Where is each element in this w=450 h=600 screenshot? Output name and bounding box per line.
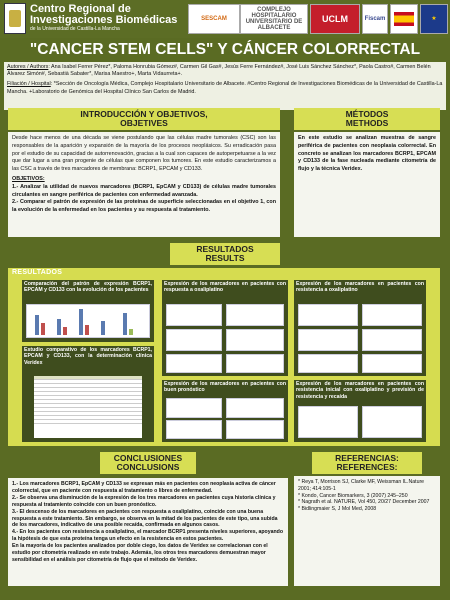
conclusion-3: 3.- El descenso de los marcadores en pacientes con respuesta a oxaliplatino, coincide con una buena respuesta a este tratamiento. Sin embargo, se observa en la mitad de los pacientes de este tipo, una subida de los marcadores, indicativo de una posible recaída, confirmada en algunos casos. <box>12 508 278 529</box>
figure-chart <box>226 398 284 418</box>
results-panel-3 <box>294 280 426 376</box>
authors-label: Autores / Authors <box>7 64 49 70</box>
figure-chart <box>362 304 422 326</box>
fiscam-logo <box>362 4 388 34</box>
figure-chart <box>226 354 284 373</box>
methods-body <box>294 132 440 237</box>
intro-text: Desde hace menos de una década se viene postulando que las células madre tumorales (CSC) son las responsables de la aparición y expansión de la mayoría de los procesos neoplásicos. Su erradicación pasa por el estudio de su capacidad de autorrenovación, gracias a la cual son capaces de autoperpetuarse a la vez que dar lugar a una gran progenie de células que componen los tumores. En este estudio caracterizamos a las CSC a través de tres marcadores de membrana: BCRP1, EPCAM y CD133. <box>12 135 276 173</box>
eu-stars-icon: ★ <box>423 12 445 26</box>
methods-heading-en: METHODS <box>345 118 389 128</box>
figure-bar <box>123 313 127 335</box>
crib-emblem-icon <box>4 3 26 34</box>
conclusion-2: 2.- Se observa una disminución de la expresión de los tres marcadores en pacientes cuya historia clínica y respuesta al tratamiento coincide con un buen pronóstico. <box>12 494 276 508</box>
logo-line2: Investigaciones Biomédicas <box>30 14 178 26</box>
affiliation-label: Filiación / Hospital <box>7 81 51 88</box>
results-panel <box>8 268 440 446</box>
logo-line1: Centro Regional de <box>30 3 131 15</box>
authors-line <box>7 64 443 78</box>
logo-subtitle: de la Universidad de Castilla-La Mancha <box>30 26 120 32</box>
figure-bar <box>57 319 61 335</box>
intro-heading-es: INTRODUCCIÓN Y OBJETIVOS, <box>80 108 208 119</box>
figure-chart <box>362 406 422 438</box>
figure-chart <box>166 420 222 439</box>
results-panel-4 <box>22 346 154 442</box>
objectives-label: OBJETIVOS: <box>12 175 45 182</box>
results-heading-es: RESULTADOS <box>196 243 254 254</box>
poster-title: "CANCER STEM CELLS" Y CÁNCER COLORRECTAL <box>29 41 421 58</box>
results-panel-2 <box>162 280 288 376</box>
figure-chart <box>226 304 284 326</box>
figure-bar <box>101 321 105 335</box>
veridex-table-figure <box>34 376 142 438</box>
conclusion-1: 1.- Los marcadores BCRP1, EpCAM y CD133 se expresan más en pacientes con neoplasia activa de cáncer colorrectal, que en paciente con respuesta al tratamiento o libres de enfermedad. <box>12 481 276 494</box>
figure-chart <box>166 398 222 418</box>
results-panel-5 <box>162 380 288 442</box>
figure-chart <box>298 329 358 351</box>
fiscam-logo-text: Fiscam <box>364 16 386 22</box>
authors-text: : Ana Isabel Ferrer Pérez*, Paloma Honrubia Gómez#, Carmen Gil Gas#, Jesús Ferre Fernández#, José Luis Sánchez Sánchez*, Paola Castro#, Carmen Belén Álvarez Simón#, Sebastià Sabater*, Marisa Maestro+, Marta Vidaurreta+. <box>7 64 431 78</box>
sescam-logo-text: SESCAM <box>201 16 227 22</box>
intro-heading <box>8 108 280 130</box>
methods-heading-es: MÉTODOS <box>345 108 389 119</box>
results-panel-4-caption: Estudio comparativo de los marcadores BCRP1, EPCAM y CD133, con la determinación clínica Veridex <box>24 347 152 366</box>
affiliation-text: : *Sección de Oncología Médica, Complejo Hospitalario Universitario de Albacete. #Centro Regional de Investigaciones Biomédicas de la Universidad de Castilla-La Mancha. +Laboratorio de Genómica del Hospital Clínico San Carlos de Madrid. <box>7 81 443 95</box>
uclm-logo <box>310 4 360 34</box>
reference-3: * Nagrath et al. NATURE, Vol 450, 20/27 December 2007 <box>298 499 430 506</box>
results-panel-2-caption: Expresión de los marcadores en pacientes con respuesta a oxaliplatino <box>164 281 286 294</box>
figure-chart <box>166 304 222 326</box>
objective-1: 1.- Analizar la utilidad de nuevos marcadores (BCRP1, EpCAM y CD133) de células madre tumorales circulantes en sangre periférica de pacientes con enfermedad avanzada. <box>12 183 276 198</box>
figure-bar <box>85 325 89 335</box>
methods-text: En este estudio se analizan muestras de sangre periférica de pacientes con neoplasia colorrectal. En concreto se analizan los marcadores BCRP1, EPCAM y CD133 de la fase nucleada mediante citometría de flujo y la técnica Veridex. <box>298 135 436 173</box>
results-panel-1-caption: Comparación del patrón de expresión BCRP1, EPCAM y CD133 con la evolución de los pacientes <box>24 281 152 294</box>
intro-heading-en: OBJETIVES <box>120 118 168 128</box>
results-heading-en: RESULTS <box>205 253 245 263</box>
reference-1: * Reya T, Morrison SJ, Clarke MF, Weissman IL.Nature 2001; 414:105-1 <box>298 479 425 492</box>
figure-bar <box>63 327 67 335</box>
hospital-logo <box>240 4 308 34</box>
figure-chart <box>166 354 222 373</box>
figure-chart <box>298 304 358 326</box>
objective-2: 2.- Comparar el patrón de expresión de las proteínas de superficie seleccionadas en el objetivo 1, con la evolución de la enfermedad en los pacientes y su respuesta al tratamiento. <box>12 199 276 214</box>
table-row <box>34 420 142 424</box>
figure-chart <box>362 354 422 373</box>
authors-box <box>4 62 446 110</box>
uclm-logo-text: UCLM <box>322 14 348 24</box>
hospital-logo-text: COMPLEJO HOSPITALARIO UNIVERSITARIO DE ALBACETE <box>245 7 303 31</box>
figure-evolution-chart <box>26 304 150 338</box>
intro-body <box>8 132 280 237</box>
figure-chart <box>298 354 358 373</box>
spain-flag-icon <box>390 4 418 34</box>
references-body <box>294 476 440 586</box>
reference-4: * Bidlingmaier S, J Mol Med, 2008 <box>298 506 377 513</box>
conclusions-heading-en: CONCLUSIONS <box>116 462 180 472</box>
figure-chart <box>166 329 222 351</box>
references-heading <box>312 452 422 474</box>
methods-heading <box>294 108 440 130</box>
conclusions-heading <box>100 452 196 474</box>
references-heading-en: REFERENCES: <box>336 462 398 472</box>
results-panel-1 <box>22 280 154 342</box>
results-panel-5-caption: Expresión de los marcadores en pacientes con buen pronóstico <box>164 381 286 394</box>
conclusions-heading-es: CONCLUSIONES <box>113 452 183 463</box>
figure-bar <box>35 315 39 335</box>
sescam-logo <box>188 4 240 34</box>
figure-bar <box>41 323 45 335</box>
figure-chart <box>226 329 284 351</box>
figure-bar <box>79 309 83 335</box>
header-bar <box>0 0 450 38</box>
figure-chart <box>226 420 284 439</box>
results-panel-3-caption: Expresión de los marcadores en pacientes con resistencia a oxaliplatino <box>296 281 424 294</box>
feder-logo <box>420 4 448 34</box>
figure-chart <box>298 406 358 438</box>
results-panel-6 <box>294 380 426 442</box>
flag-icon <box>394 12 414 26</box>
figure-bar <box>129 329 133 335</box>
results-panel-6-caption: Expresión de los marcadores en pacientes con resistencia inicial con oxaliplatino y previsión de resistencia y recaída <box>296 381 424 400</box>
crib-logo <box>4 3 182 34</box>
references-heading-es: REFERENCIAS: <box>335 452 399 463</box>
conclusions-body <box>8 478 288 586</box>
results-panel-label: RESULTADOS <box>12 269 63 276</box>
figure-chart <box>362 329 422 351</box>
conclusion-4: 4.- En los pacientes con resistencia a oxaliplatino, el marcador BCRP1 presenta niveles superiores, apoyando la hipótesis de que esta proteína tenga un efecto en la resistencia en estos pacientes. <box>12 529 283 543</box>
affiliation-line <box>7 81 443 95</box>
results-heading <box>170 243 280 265</box>
conclusion-5: En la mayoría de los pacientes analizados por doble ciego, los datos de Veridex se correlacionan con el estudio por citometría realizado en este trabajo. Además, los otros tres marcadores demuestran mayor sensibilidad en el análisis por citometría de flujo que el método de Veridex. <box>12 543 268 563</box>
reference-2: * Kondo, Cancer Biomarkers, 3 (2007) 245–250 <box>298 492 408 499</box>
